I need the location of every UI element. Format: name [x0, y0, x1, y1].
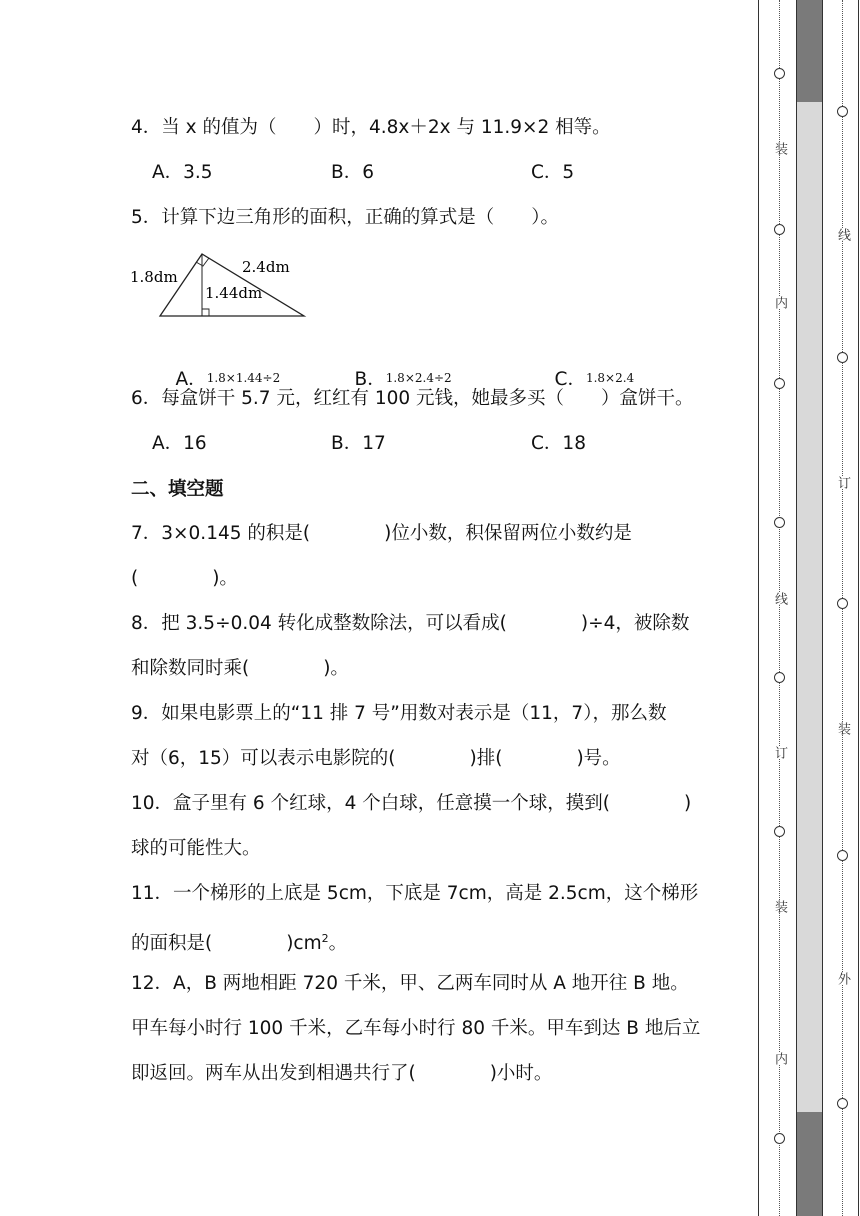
outer-word: 外 [835, 972, 850, 985]
question-6-stem: 6．每盒饼干 5.7 元，红红有 100 元钱，她最多买（ ）盒饼干。 [131, 388, 694, 409]
margin-border-left [758, 0, 759, 1216]
question-7-line-1: 7．3×0.145 的积是( )位小数，积保留两位小数约是 [131, 523, 632, 544]
inner-word: 内 [772, 1052, 787, 1065]
inner-word: 订 [772, 746, 787, 759]
option-formula: 1.8×2.4÷2 [385, 371, 452, 385]
binding-margin [758, 0, 860, 1216]
strip-border-left [796, 0, 797, 1216]
binding-circle [837, 352, 848, 363]
binding-circle [774, 224, 785, 235]
inner-word: 装 [772, 900, 787, 913]
question-7-line-2: ( )。 [131, 568, 238, 589]
light-strip [796, 102, 822, 1112]
inner-word: 内 [772, 296, 787, 309]
question-4-stem: 4．当 x 的值为（ ）时，4.8x＋2x 与 11.9×2 相等。 [131, 117, 611, 138]
question-4-option-b: B．6 [331, 162, 374, 183]
question-6-option-a: A．16 [152, 433, 207, 454]
triangle-left-side-label: 1.8dm [130, 268, 178, 286]
question-10-line-2: 球的可能性大。 [131, 838, 261, 859]
option-letter: A． [175, 369, 207, 390]
binding-circle [774, 68, 785, 79]
question-11-line-1: 11．一个梯形的上底是 5cm，下底是 7cm，高是 2.5cm，这个梯形 [131, 883, 699, 904]
section-title: 二、填空题 [131, 479, 224, 500]
binding-circle [837, 850, 848, 861]
triangle-right-side-label: 2.4dm [242, 258, 290, 276]
inner-dotted-line [779, 0, 780, 1216]
margin-border-right [858, 0, 859, 1216]
binding-circle [837, 598, 848, 609]
question-5-stem: 5．计算下边三角形的面积，正确的算式是（ ）。 [131, 207, 560, 228]
option-letter: B． [354, 369, 386, 390]
outer-word: 线 [835, 228, 850, 241]
question-12-line-1: 12．A，B 两地相距 720 千米，甲、乙两车同时从 A 地开往 B 地。 [131, 973, 689, 994]
binding-circle [774, 517, 785, 528]
question-6-option-c: C．18 [531, 433, 586, 454]
question-11-text: 的面积是( )cm [131, 933, 322, 955]
question-12-line-3: 即返回。两车从出发到相遇共行了( )小时。 [131, 1063, 553, 1084]
inner-word: 线 [772, 592, 787, 605]
question-6-option-b: B．17 [331, 433, 386, 454]
option-formula: 1.8×2.4 [585, 371, 635, 385]
question-12-line-2: 甲车每小时行 100 千米，乙车每小时行 80 千米。甲车到达 B 地后立 [131, 1018, 701, 1039]
question-11-end: 。 [328, 933, 348, 955]
option-formula: 1.8×1.44÷2 [206, 371, 281, 385]
triangle-height-label: 1.44dm [205, 284, 263, 302]
question-8-line-2: 和除数同时乘( )。 [131, 658, 349, 679]
gray-bar-bottom [796, 1112, 822, 1216]
question-4-option-c: C．5 [531, 162, 575, 183]
binding-circle [837, 106, 848, 117]
question-9-line-1: 9．如果电影票上的“11 排 7 号”用数对表示是（11，7），那么数 [131, 703, 667, 724]
binding-circle [774, 1133, 785, 1144]
question-4-option-a: A．3.5 [152, 162, 213, 183]
outer-word: 装 [835, 722, 850, 735]
option-letter: C． [554, 369, 586, 390]
binding-circle [774, 378, 785, 389]
question-8-line-1: 8．把 3.5÷0.04 转化成整数除法，可以看成( )÷4，被除数 [131, 613, 690, 634]
binding-circle [774, 672, 785, 683]
question-9-line-2: 对（6，15）可以表示电影院的( )排( )号。 [131, 748, 621, 769]
inner-word: 装 [772, 142, 787, 155]
binding-circle [774, 826, 785, 837]
triangle-figure [126, 246, 316, 324]
binding-circle [837, 1098, 848, 1109]
question-11-line-2 [131, 927, 347, 956]
question-10-line-1: 10．盒子里有 6 个红球，4 个白球，任意摸一个球，摸到( ) [131, 793, 692, 814]
superscript-2: 2 [321, 932, 329, 945]
gray-bar-top [796, 0, 822, 102]
strip-border-right [822, 0, 823, 1216]
outer-word: 订 [835, 476, 850, 489]
